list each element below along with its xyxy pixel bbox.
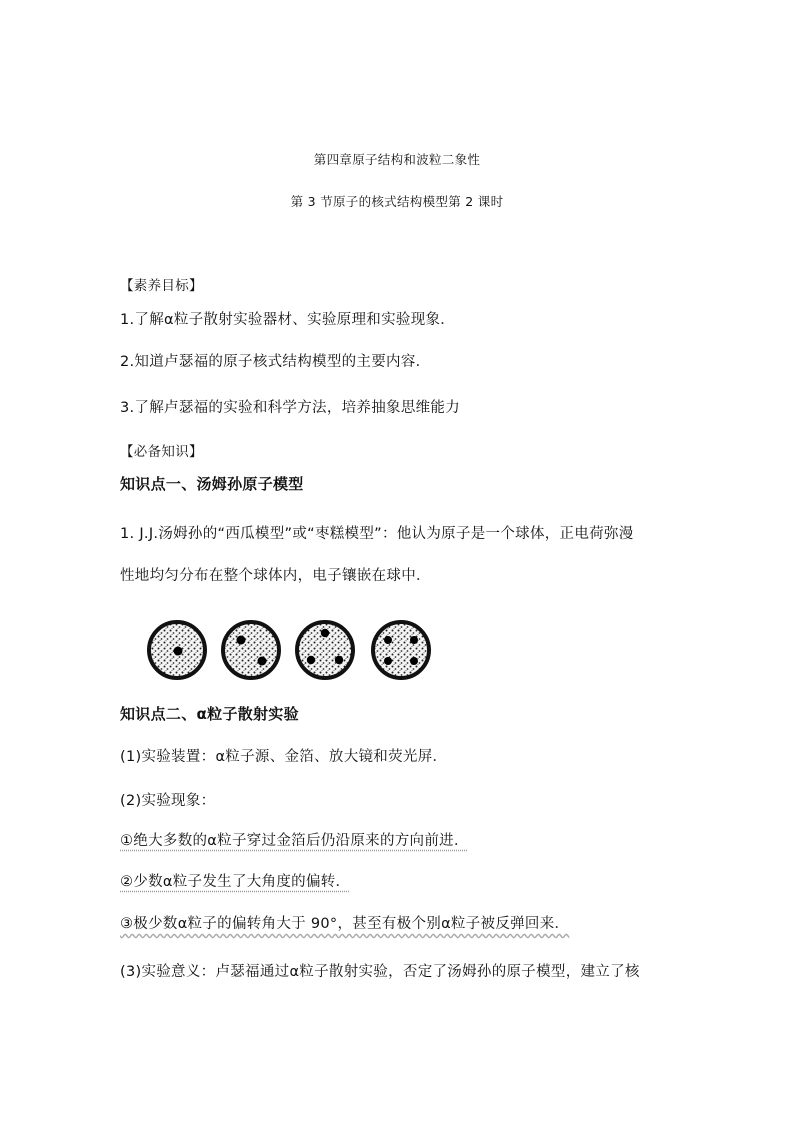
knowledge-point-1-title: 知识点一、汤姆孙原子模型 [120,475,304,493]
experiment-significance: (3)实验意义：卢瑟福通过α粒子散射实验，否定了汤姆孙的原子模型，建立了核 [120,964,640,980]
knowledge-heading: 【必备知识】 [120,444,203,460]
goal-item: 2.知道卢瑟福的原子核式结构模型的主要内容． [120,354,431,370]
phenomenon-item: ①绝大多数的α粒子穿过金箔后仍沿原来的方向前进． [120,833,469,849]
goal-item: 3.了解卢瑟福的实验和科学方法，培养抽象思维能力 [120,400,461,416]
chapter-title: 第四章原子结构和波粒二象性 [313,152,481,167]
experiment-setup: (1)实验装置：α粒子源、金箔、放大镜和荧光屏． [120,749,448,765]
atom-model-3-electrons [297,622,353,678]
knowledge-point-1-text: 性地均匀分布在整个球体内，电子镶嵌在球中． [120,568,431,584]
knowledge-point-2-title: 知识点二、α粒子散射实验 [120,705,299,723]
knowledge-point-1-text: 1. J.J.汤姆孙的“西瓜模型”或“枣糕模型”：他认为原子是一个球体，正电荷弥漫 [120,526,634,542]
goal-item: 1.了解α粒子散射实验器材、实验原理和实验现象． [120,312,456,328]
goals-heading: 【素养目标】 [120,278,203,294]
phenomenon-item: ②少数α粒子发生了大角度的偏转． [120,874,351,890]
atom-model-2-electrons [223,622,279,678]
experiment-phenomena-heading: (2)实验现象： [120,793,216,809]
plum-pudding-model-figure [145,617,445,685]
atom-model-1-electron [149,622,205,678]
section-title: 第 3 节原子的核式结构模型第 2 课时 [290,194,504,209]
atom-model-4-electrons [373,622,429,678]
phenomenon-item: ③极少数α粒子的偏转角大于 90°，甚至有极个别α粒子被反弹回来． [120,916,570,932]
